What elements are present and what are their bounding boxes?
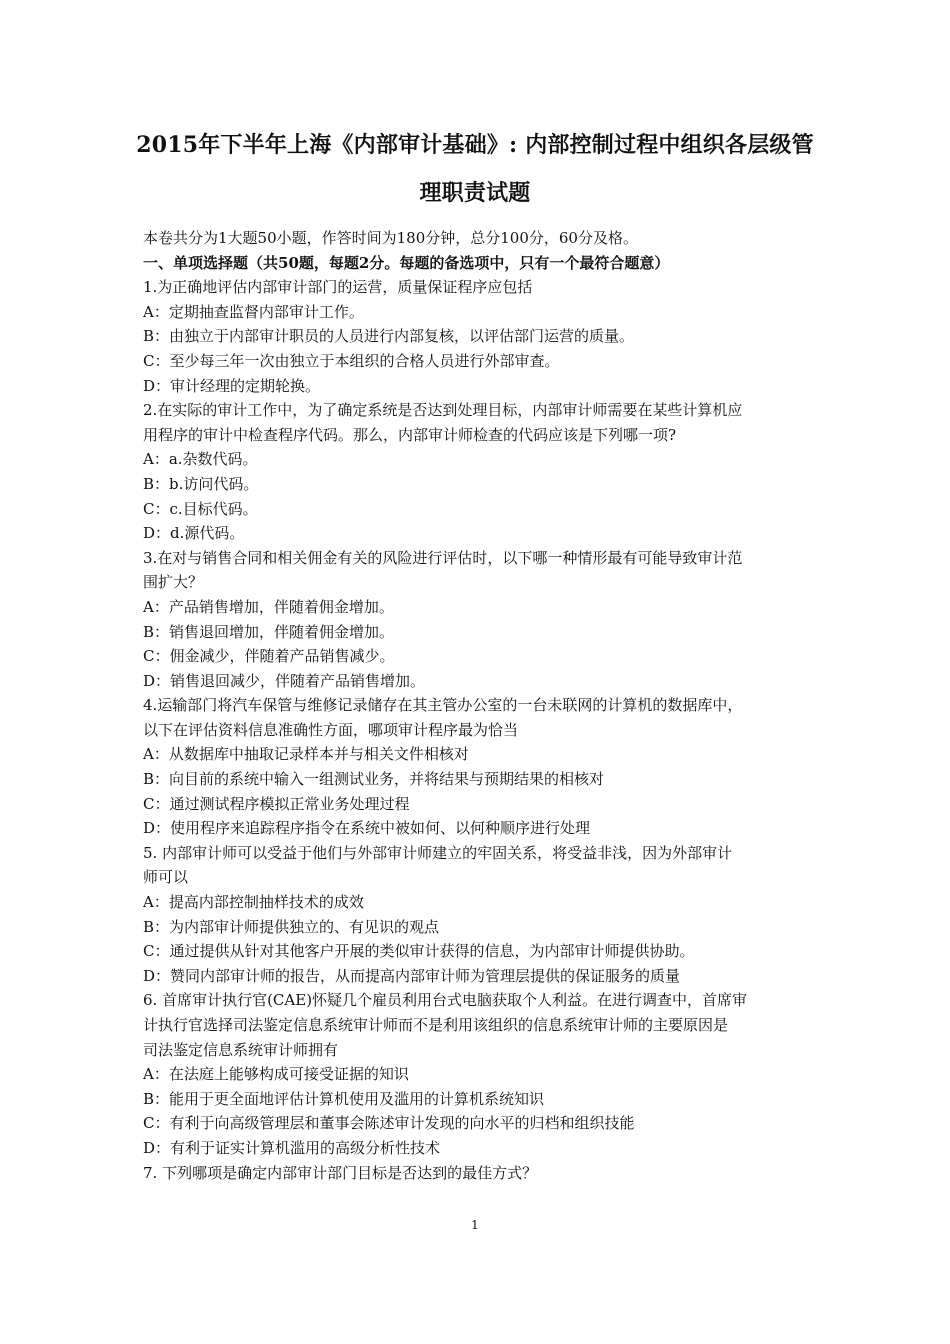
question-lines bbox=[143, 275, 823, 1185]
document-body bbox=[143, 226, 823, 1185]
question-2-option-c: C：c.目标代码。 bbox=[143, 499, 258, 518]
question-2-option-a: A：a.杂数代码。 bbox=[143, 450, 258, 469]
question-4-stem: 4.运输部门将汽车保管与维修记录储存在其主管办公室的一台未联网的计算机的数据库中， bbox=[143, 696, 743, 715]
question-3-option-b: B：销售退回增加，伴随着佣金增加。 bbox=[143, 622, 395, 641]
document-title-line-1: 2015年下半年上海《内部审计基础》: 内部控制过程中组织各层级管 bbox=[136, 132, 814, 158]
question-5-option-d: D：赞同内部审计师的报告，从而提高内部审计师为管理层提供的保证服务的质量 bbox=[143, 966, 681, 985]
question-4-option-a: A：从数据库中抽取记录样本并与相关文件相核对 bbox=[143, 745, 469, 764]
question-6-option-a: A：在法庭上能够构成可接受证据的知识 bbox=[143, 1065, 409, 1084]
question-6-stem-cont-1: 计执行官选择司法鉴定信息系统审计师而不是利用该组织的信息系统审计师的主要原因是 bbox=[143, 1016, 729, 1034]
question-6-option-d: D：有利于证实计算机滥用的高级分析性技术 bbox=[143, 1138, 441, 1157]
question-3-stem: 3.在对与销售合同和相关佣金有关的风险进行评估时，以下哪一种情形最有可能导致审计范 bbox=[143, 548, 743, 567]
document-title-line-2: 理职责试题 bbox=[419, 180, 531, 206]
question-5-stem-cont: 师可以 bbox=[143, 868, 189, 887]
question-3-stem-cont: 围扩大？ bbox=[143, 573, 204, 592]
question-7-stem: 7. 下列哪项是确定内部审计部门目标是否达到的最佳方式？ bbox=[143, 1163, 538, 1182]
question-6-stem: 6. 首席审计执行官(CAE)怀疑几个雇员利用台式电脑获取个人利益。在进行调查中，首席审 bbox=[143, 991, 748, 1010]
question-1-option-c: C：至少每三年一次由独立于本组织的合格人员进行外部审查。 bbox=[143, 351, 560, 370]
question-2-option-b: B：b.访问代码。 bbox=[143, 474, 259, 493]
question-1-option-b: B：由独立于内部审计职员的人员进行内部复核，以评估部门运营的质量。 bbox=[143, 327, 635, 346]
question-5-stem: 5. 内部审计师可以受益于他们与外部审计师建立的牢固关系，将受益非浅，因为外部审计 bbox=[143, 843, 733, 862]
question-4-stem-cont: 以下在评估资料信息准确性方面，哪项审计程序最为恰当 bbox=[143, 720, 519, 739]
question-6-stem-cont-2: 司法鉴定信息系统审计师拥有 bbox=[143, 1040, 339, 1059]
question-4-option-d: D：使用程序来追踪程序指令在系统中被如何、以何种顺序进行处理 bbox=[143, 819, 591, 838]
question-5-option-b: B：为内部审计师提供独立的、有见识的观点 bbox=[143, 917, 440, 936]
question-2-stem-cont: 用程序的审计中检查程序代码。那么，内部审计师检查的代码应该是下列哪一项? bbox=[143, 425, 677, 444]
question-4-option-b: B：向目前的系统中输入一组测试业务，并将结果与预期结果的相核对 bbox=[143, 770, 605, 789]
section-heading: 一、单项选择题（共50题，每题2分。每题的备选项中，只有一个最符合题意） bbox=[143, 253, 670, 272]
question-6-option-b: B：能用于更全面地评估计算机使用及滥用的计算机系统知识 bbox=[143, 1089, 545, 1108]
question-2-stem: 2.在实际的审计工作中，为了确定系统是否达到处理目标，内部审计师需要在某些计算机应 bbox=[143, 401, 743, 420]
question-2-option-d: D：d.源代码。 bbox=[143, 524, 245, 543]
exam-intro: 本卷共分为1大题50小题，作答时间为180分钟，总分100分，60分及格。 bbox=[143, 229, 638, 247]
page-number: 1 bbox=[471, 1218, 479, 1232]
question-5-option-c: C：通过提供从针对其他客户开展的类似审计获得的信息，为内部审计师提供协助。 bbox=[143, 942, 695, 961]
question-3-option-d: D：销售退回减少，伴随着产品销售增加。 bbox=[143, 671, 426, 690]
question-1-option-d: D：审计经理的定期轮换。 bbox=[143, 376, 321, 395]
question-6-option-c: C：有利于向高级管理层和董事会陈述审计发现的向水平的归档和组织技能 bbox=[143, 1114, 635, 1133]
question-3-option-c: C：佣金减少，伴随着产品销售减少。 bbox=[143, 647, 395, 666]
question-3-option-a: A：产品销售增加，伴随着佣金增加。 bbox=[143, 597, 394, 616]
question-5-option-a: A：提高内部控制抽样技术的成效 bbox=[143, 893, 364, 912]
question-1-stem: 1.为正确地评估内部审计部门的运营，质量保证程序应包括 bbox=[143, 278, 533, 297]
question-1-option-a: A：定期抽查监督内部审计工作。 bbox=[143, 302, 364, 321]
question-4-option-c: C：通过测试程序模拟正常业务处理过程 bbox=[143, 794, 410, 813]
